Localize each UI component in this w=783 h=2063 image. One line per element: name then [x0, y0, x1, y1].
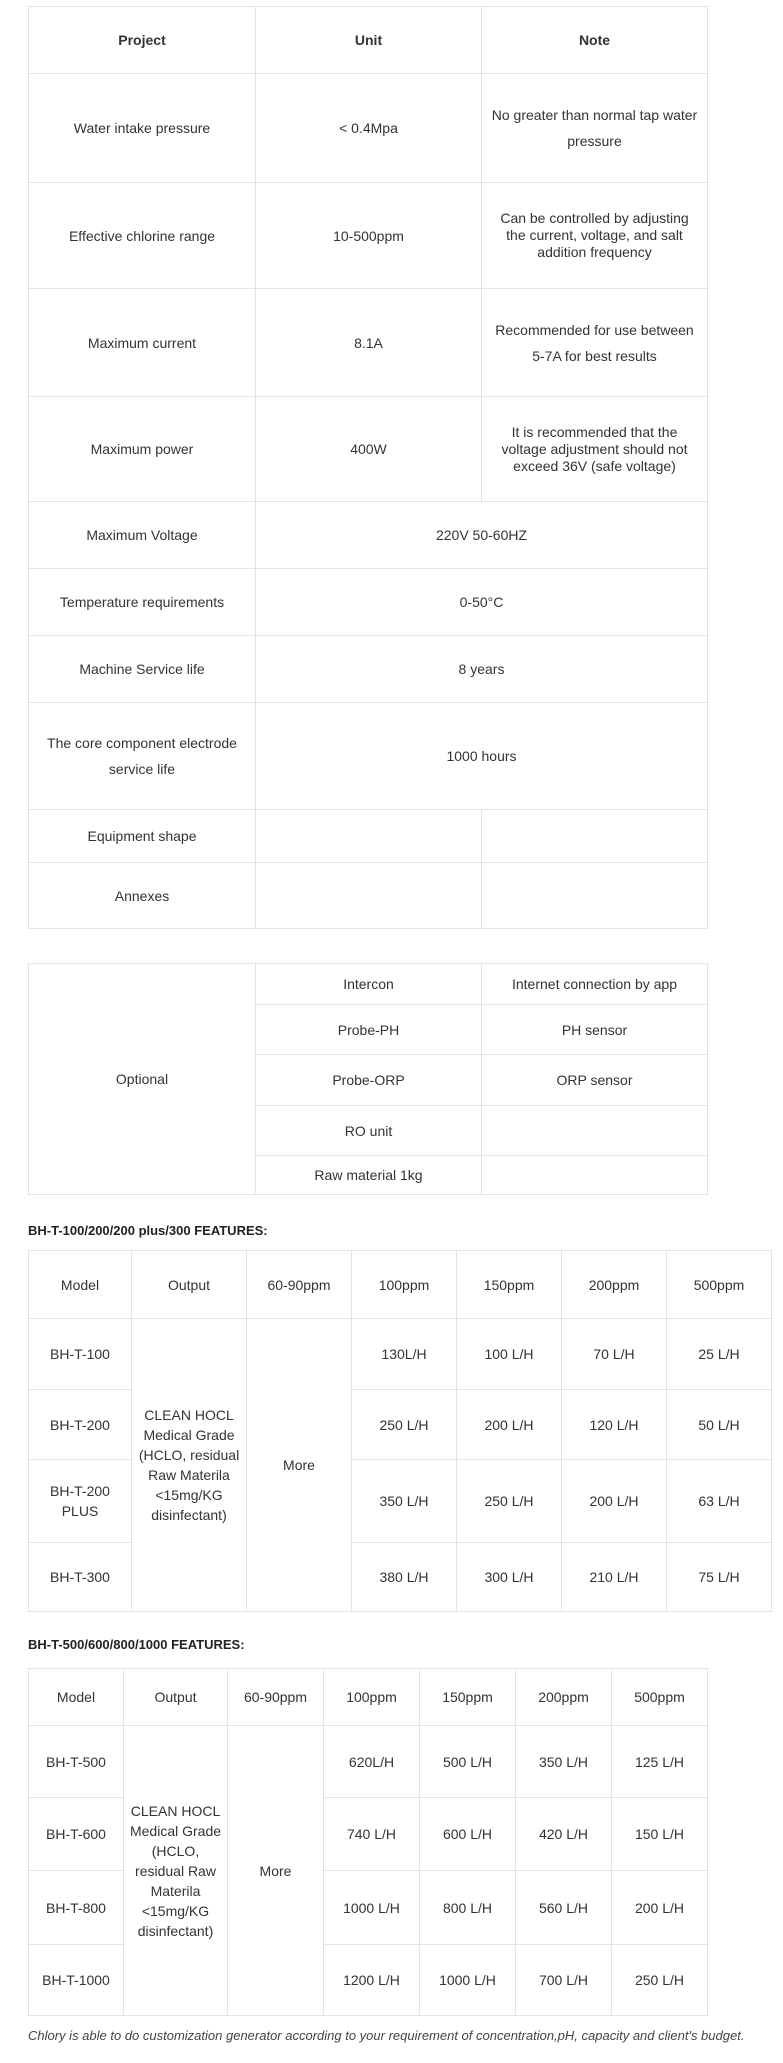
row-unit	[256, 810, 482, 863]
value-150ppm: 100 L/H	[457, 1319, 562, 1390]
value-100ppm: 350 L/H	[352, 1460, 457, 1543]
value-100ppm: 620L/H	[324, 1726, 420, 1798]
table-row	[29, 703, 708, 810]
row-note: No greater than normal tap water pressure	[482, 74, 708, 183]
header-model: Model	[29, 1251, 132, 1319]
optional-desc: ORP sensor	[482, 1055, 708, 1106]
value-150ppm: 500 L/H	[420, 1726, 516, 1798]
header-note: Note	[482, 7, 708, 74]
header-project: Project	[29, 7, 256, 74]
value-500ppm: 125 L/H	[612, 1726, 708, 1798]
value-150ppm: 1000 L/H	[420, 1945, 516, 2016]
value-100ppm: 1200 L/H	[324, 1945, 420, 2016]
model-cell: BH-T-500	[29, 1726, 124, 1798]
customization-note: Chlory is able to do customization generator according to your requirement of concentration,pH, capacity and client's budget.	[28, 2028, 745, 2043]
value-150ppm: 800 L/H	[420, 1871, 516, 1945]
value-500ppm: 200 L/H	[612, 1871, 708, 1945]
model-cell: BH-T-800	[29, 1871, 124, 1945]
table-row	[29, 397, 708, 502]
header-100ppm: 100ppm	[324, 1669, 420, 1726]
value-500ppm: 25 L/H	[667, 1319, 772, 1390]
row-project: Maximum power	[29, 397, 256, 502]
output-cell: CLEAN HOCL Medical Grade (HCLO, residual Raw Materila <15mg/KG disinfectant)	[124, 1726, 228, 2016]
header-60-90ppm: 60-90ppm	[247, 1251, 352, 1319]
header-unit: Unit	[256, 7, 482, 74]
value-200ppm: 70 L/H	[562, 1319, 667, 1390]
optional-item: Probe-PH	[256, 1005, 482, 1055]
row-project: Equipment shape	[29, 810, 256, 863]
value-150ppm: 200 L/H	[457, 1390, 562, 1460]
optional-desc	[482, 1156, 708, 1195]
header-150ppm: 150ppm	[457, 1251, 562, 1319]
row-note: Recommended for use between 5-7A for best results	[482, 289, 708, 397]
table-row	[29, 964, 708, 1005]
value-200ppm: 120 L/H	[562, 1390, 667, 1460]
table-row	[29, 1319, 772, 1390]
table-row	[29, 810, 708, 863]
header-500ppm: 500ppm	[667, 1251, 772, 1319]
optional-item: Raw material 1kg	[256, 1156, 482, 1195]
row-note	[482, 810, 708, 863]
optional-desc: Internet connection by app	[482, 964, 708, 1005]
features-heading-2: BH-T-500/600/800/1000 FEATURES:	[28, 1637, 245, 1652]
row-value: 220V 50-60HZ	[256, 502, 708, 569]
row-note	[482, 863, 708, 929]
header-500ppm: 500ppm	[612, 1669, 708, 1726]
optional-item: Probe-ORP	[256, 1055, 482, 1106]
row-project: Water intake pressure	[29, 74, 256, 183]
value-150ppm: 250 L/H	[457, 1460, 562, 1543]
row-project: Temperature requirements	[29, 569, 256, 636]
table-row	[29, 289, 708, 397]
low-range-cell: More	[247, 1319, 352, 1612]
features-table-2	[28, 1668, 708, 2016]
value-500ppm: 150 L/H	[612, 1798, 708, 1871]
row-project: Effective chlorine range	[29, 183, 256, 289]
value-200ppm: 210 L/H	[562, 1543, 667, 1612]
row-project: Annexes	[29, 863, 256, 929]
value-200ppm: 200 L/H	[562, 1460, 667, 1543]
row-value: 1000 hours	[256, 703, 708, 810]
value-500ppm: 250 L/H	[612, 1945, 708, 2016]
features-heading-1: BH-T-100/200/200 plus/300 FEATURES:	[28, 1223, 268, 1238]
model-cell: BH-T-600	[29, 1798, 124, 1871]
optional-item: RO unit	[256, 1106, 482, 1156]
value-100ppm: 1000 L/H	[324, 1871, 420, 1945]
row-unit	[256, 863, 482, 929]
header-output: Output	[124, 1669, 228, 1726]
value-100ppm: 130L/H	[352, 1319, 457, 1390]
value-100ppm: 740 L/H	[324, 1798, 420, 1871]
table-row	[29, 569, 708, 636]
header-100ppm: 100ppm	[352, 1251, 457, 1319]
optional-item: Intercon	[256, 964, 482, 1005]
header-output: Output	[132, 1251, 247, 1319]
row-project: The core component electrode service life	[29, 703, 256, 810]
header-60-90ppm: 60-90ppm	[228, 1669, 324, 1726]
table-row	[29, 183, 708, 289]
value-200ppm: 350 L/H	[516, 1726, 612, 1798]
value-500ppm: 75 L/H	[667, 1543, 772, 1612]
table-header-row	[29, 7, 708, 74]
header-200ppm: 200ppm	[516, 1669, 612, 1726]
features-table-1	[28, 1250, 772, 1612]
value-200ppm: 420 L/H	[516, 1798, 612, 1871]
model-cell: BH-T-200 PLUS	[29, 1460, 132, 1543]
model-cell: BH-T-100	[29, 1319, 132, 1390]
table-header-row	[29, 1669, 708, 1726]
row-value: 8 years	[256, 636, 708, 703]
value-100ppm: 250 L/H	[352, 1390, 457, 1460]
value-200ppm: 700 L/H	[516, 1945, 612, 2016]
optional-desc	[482, 1106, 708, 1156]
value-500ppm: 50 L/H	[667, 1390, 772, 1460]
optional-desc: PH sensor	[482, 1005, 708, 1055]
header-150ppm: 150ppm	[420, 1669, 516, 1726]
table-row	[29, 863, 708, 929]
row-unit: < 0.4Mpa	[256, 74, 482, 183]
header-model: Model	[29, 1669, 124, 1726]
model-cell: BH-T-200	[29, 1390, 132, 1460]
row-unit: 8.1A	[256, 289, 482, 397]
value-150ppm: 600 L/H	[420, 1798, 516, 1871]
row-project: Maximum Voltage	[29, 502, 256, 569]
row-note: It is recommended that the voltage adjustment should not exceed 36V (safe voltage)	[482, 397, 708, 502]
header-200ppm: 200ppm	[562, 1251, 667, 1319]
model-cell: BH-T-1000	[29, 1945, 124, 2016]
value-500ppm: 63 L/H	[667, 1460, 772, 1543]
table-row	[29, 1726, 708, 1798]
optional-table	[28, 963, 708, 1195]
row-project: Maximum current	[29, 289, 256, 397]
row-project: Machine Service life	[29, 636, 256, 703]
table-row	[29, 502, 708, 569]
optional-label: Optional	[29, 964, 256, 1195]
value-100ppm: 380 L/H	[352, 1543, 457, 1612]
model-cell: BH-T-300	[29, 1543, 132, 1612]
row-value: 0-50°C	[256, 569, 708, 636]
low-range-cell: More	[228, 1726, 324, 2016]
value-200ppm: 560 L/H	[516, 1871, 612, 1945]
value-150ppm: 300 L/H	[457, 1543, 562, 1612]
row-unit: 10-500ppm	[256, 183, 482, 289]
output-cell: CLEAN HOCL Medical Grade (HCLO, residual Raw Materila <15mg/KG disinfectant)	[132, 1319, 247, 1612]
table-header-row	[29, 1251, 772, 1319]
row-note: Can be controlled by adjusting the current, voltage, and salt addition frequency	[482, 183, 708, 289]
row-unit: 400W	[256, 397, 482, 502]
table-row	[29, 636, 708, 703]
table-row	[29, 74, 708, 183]
specification-table	[28, 6, 708, 929]
